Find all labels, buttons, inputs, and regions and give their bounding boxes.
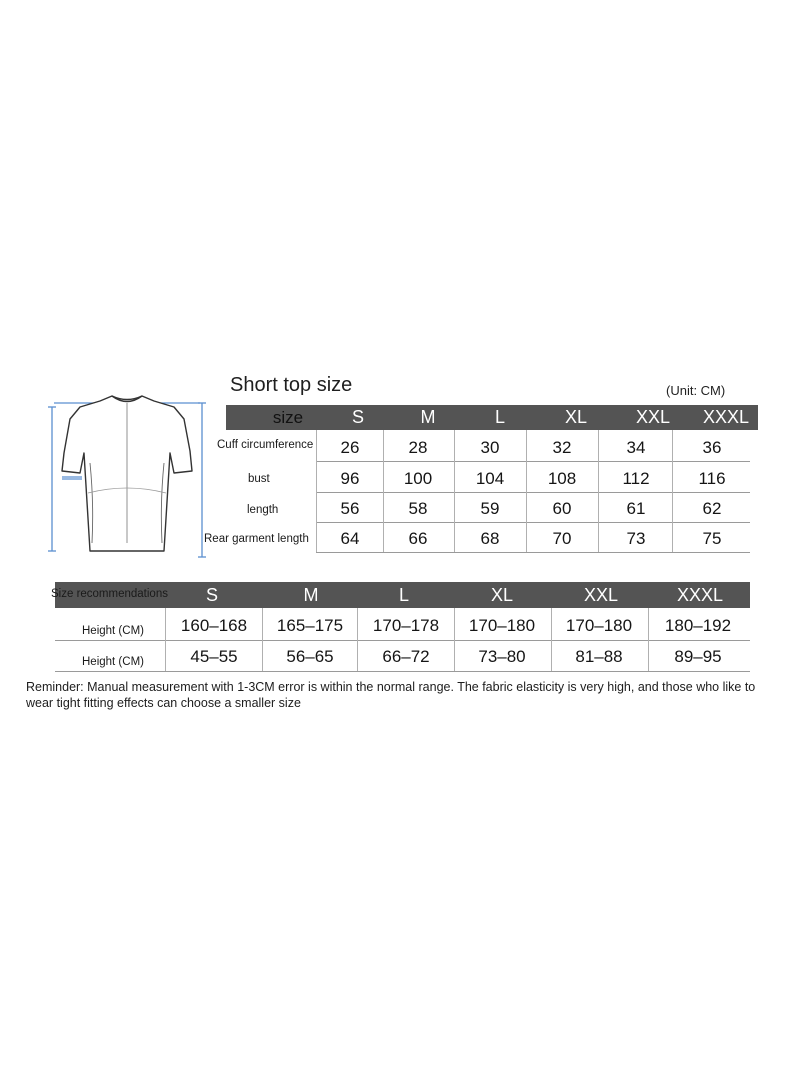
table-cell: 96 bbox=[340, 469, 360, 488]
table-cell: 73–80 bbox=[478, 647, 526, 666]
table-cell: 30 bbox=[480, 438, 500, 457]
table-cell: 68 bbox=[480, 529, 500, 548]
rec-header-xxl: XXL bbox=[583, 585, 619, 605]
grid-line bbox=[316, 430, 317, 552]
grid-line bbox=[357, 608, 358, 671]
table-cell: 66–72 bbox=[382, 647, 430, 666]
grid-line bbox=[672, 430, 673, 552]
grid-line bbox=[262, 608, 263, 671]
table-cell: 32 bbox=[552, 438, 572, 457]
table-cell: 28 bbox=[408, 438, 428, 457]
table-cell: 70 bbox=[552, 529, 572, 548]
grid-line bbox=[316, 461, 750, 462]
table-cell: 75 bbox=[702, 529, 722, 548]
grid-line bbox=[316, 492, 750, 493]
grid-line bbox=[648, 608, 649, 671]
table-cell: 81–88 bbox=[575, 647, 623, 666]
recommend-header-label: Size recommendations bbox=[51, 588, 168, 600]
rec-header-xxxl: XXXL bbox=[676, 585, 724, 605]
table-cell: 112 bbox=[622, 469, 650, 488]
table-cell: 160–168 bbox=[180, 616, 248, 635]
size-table-header bbox=[226, 405, 758, 430]
size-header-s: S bbox=[351, 407, 364, 427]
grid-line bbox=[316, 522, 750, 523]
grid-line bbox=[316, 552, 750, 553]
rec-header-s: S bbox=[205, 585, 218, 605]
row-label-cuff: Cuff circumference bbox=[217, 439, 314, 451]
table-cell: 73 bbox=[626, 529, 646, 548]
row-label-length: length bbox=[247, 504, 279, 516]
table-cell: 26 bbox=[340, 438, 360, 457]
table-cell: 89–95 bbox=[674, 647, 722, 666]
table-cell: 58 bbox=[408, 499, 428, 518]
table-cell: 170–180 bbox=[565, 616, 633, 635]
table-cell: 165–175 bbox=[276, 616, 344, 635]
grid-line bbox=[55, 671, 750, 672]
rec-header-m: M bbox=[303, 585, 319, 605]
table-cell: 59 bbox=[480, 499, 500, 518]
size-header-xl: XL bbox=[564, 407, 588, 427]
unit-label: (Unit: CM) bbox=[666, 383, 726, 398]
table-cell: 104 bbox=[475, 469, 505, 488]
grid-line bbox=[55, 640, 750, 641]
table-cell: 100 bbox=[403, 469, 433, 488]
table-cell: 56 bbox=[340, 499, 360, 518]
reminder-note: Reminder: Manual measurement with 1-3CM error is within the normal range. The fabric elasticity is very high, and those who like to wear tight fitting effects can choose a smaller size bbox=[26, 680, 756, 710]
rec-row-label-height: Height (CM) bbox=[82, 625, 144, 637]
grid-line bbox=[165, 608, 166, 671]
rec-header-xl: XL bbox=[490, 585, 514, 605]
table-cell: 45–55 bbox=[190, 647, 238, 666]
grid-line bbox=[598, 430, 599, 552]
size-header-m: M bbox=[420, 407, 436, 427]
jersey-diagram-icon bbox=[42, 393, 212, 558]
table-cell: 64 bbox=[340, 529, 360, 548]
grid-line bbox=[526, 430, 527, 552]
table-cell: 108 bbox=[547, 469, 577, 488]
table-cell: 34 bbox=[626, 438, 646, 457]
table-cell: 60 bbox=[552, 499, 572, 518]
table-cell: 170–178 bbox=[372, 616, 440, 635]
size-header-l: L bbox=[494, 407, 505, 427]
table-cell: 180–192 bbox=[664, 616, 732, 635]
chart-title: Short top size bbox=[230, 374, 353, 396]
row-label-bust: bust bbox=[248, 473, 270, 485]
table-cell: 62 bbox=[702, 499, 722, 518]
grid-line bbox=[454, 430, 455, 552]
table-cell: 36 bbox=[702, 438, 722, 457]
grid-line bbox=[383, 430, 384, 552]
size-header-label: size bbox=[272, 408, 304, 427]
table-cell: 66 bbox=[408, 529, 428, 548]
table-cell: 61 bbox=[626, 499, 646, 518]
table-cell: 116 bbox=[698, 469, 726, 488]
size-header-xxl: XXL bbox=[635, 407, 671, 427]
row-label-rear-length: Rear garment length bbox=[204, 533, 309, 545]
rec-header-l: L bbox=[398, 585, 409, 605]
table-cell: 56–65 bbox=[286, 647, 334, 666]
grid-line bbox=[454, 608, 455, 671]
rec-row-label-weight: Height (CM) bbox=[82, 656, 144, 668]
size-header-xxxl: XXXL bbox=[702, 407, 750, 427]
table-cell: 170–180 bbox=[468, 616, 536, 635]
grid-line bbox=[551, 608, 552, 671]
